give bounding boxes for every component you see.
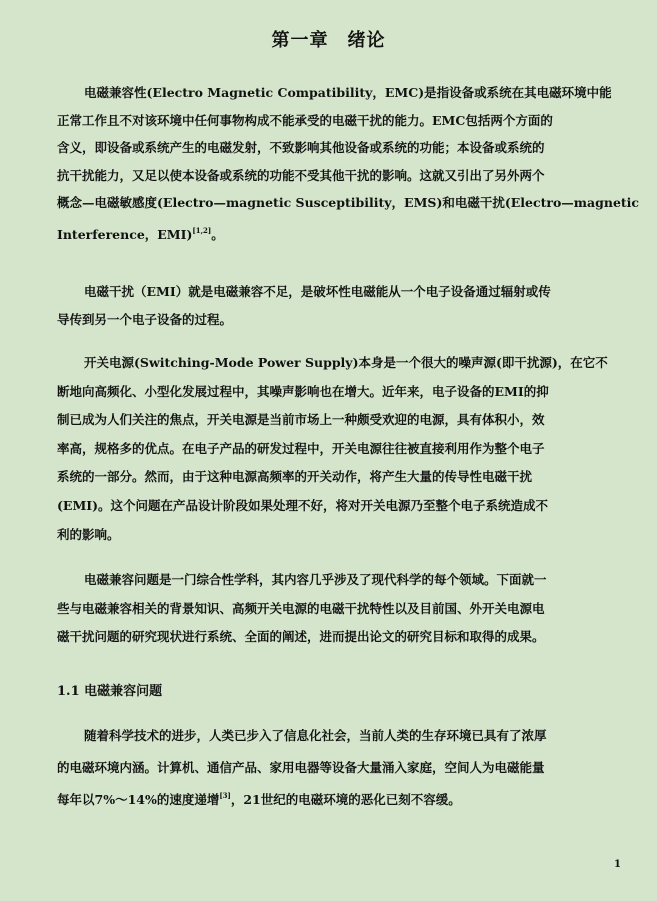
text-line: 电磁干扰（EMI）就是电磁兼容不足，是破坏性电磁能从一个电子设备通过辐射或传 [84,284,551,299]
paragraph-switching-power-supply [57,349,622,549]
page-number: 1 [614,859,621,870]
section-number: 1.1 [57,684,80,699]
section-title: 电磁兼容问题 [84,684,163,699]
text-line: 利的影响。 [57,526,120,542]
text-line: 概念—电磁敏感度(Electro—magnetic Susceptibility，EMS)和电磁干扰(Electro—magnetic [57,195,640,211]
text-fragment: 。 [211,226,224,242]
text-line: 电磁兼容问题是一门综合性学科，其内容几乎涉及了现代科学的每个领域。下面就一 [84,572,547,587]
text-fragment: ，21世纪的电磁环境的恶化已刻不容缓。 [230,792,461,807]
text-line: 开关电源(Switching-Mode Power Supply)本身是一个很大的噪声源(即干扰源)，在它不 [84,355,608,370]
paragraph-emc-overview [57,566,622,652]
text-line: 电磁兼容性(Electro Magnetic Compatibility，EMC)是指设备或系统在其电磁环境中能 [84,85,612,100]
text-line: 磁干扰问题的研究现状进行系统、全面的阐述，进而提出论文的研究目标和取得的成果。 [57,629,545,645]
text-line: 些与电磁兼容相关的背景知识、高频开关电源的电磁干扰特性以及目前国、外开关电源电 [57,600,545,616]
text-line: 抗干扰能力，又足以使本设备或系统的功能不受其他干扰的影响。这就又引出了另外两个 [57,167,545,183]
citation: [1,2] [192,225,212,235]
text-line: 制已成为人们关注的焦点，开关电源是当前市场上一种颇受欢迎的电源，具有体积小，效 [57,412,545,428]
paragraph-emi-definition [57,278,622,334]
text-line [57,221,622,249]
text-line: 率高，规格多的优点。在电子产品的研发过程中，开关电源往往被直接利用作为整个电子 [57,440,545,456]
text-line [57,784,622,816]
text-line: 断地向高频化、小型化发展过程中，其噪声影响也在增大。近年来，电子设备的EMI的抑 [57,383,549,399]
paragraph-electromagnetic-environment [57,720,622,816]
citation: [3] [219,791,231,800]
text-line: 的电磁环境内涵。计算机、通信产品、家用电器等设备大量涌入家庭，空间人为电磁能量 [57,760,545,775]
chapter-title: 第一章 绪论 [271,30,386,51]
text-line: 导传到另一个电子设备的过程。 [57,312,233,327]
paragraph-emc-definition [57,79,640,249]
text-line: 正常工作且不对该环境中任何事物构成不能承受的电磁干扰的能力。EMC包括两个方面的 [57,112,553,128]
text-line: 随着科学技术的进步，人类已步入了信息化社会，当前人类的生存环境已具有了浓厚 [84,728,547,743]
text-line: 含义，即设备或系统产生的电磁发射，不致影响其他设备或系统的功能；本设备或系统的 [57,140,545,156]
section-heading [57,680,162,699]
text-fragment: Interference，EMI) [57,226,193,242]
text-line: (EMI)。这个问题在产品设计阶段如果处理不好，将对开关电源乃至整个电子系统造成不 [57,497,549,513]
text-fragment: 每年以7%～14%的速度递增 [57,792,220,807]
text-line: 系统的一部分。然而，由于这种电源高频率的开关动作，将产生大量的传导性电磁干扰 [57,469,533,485]
